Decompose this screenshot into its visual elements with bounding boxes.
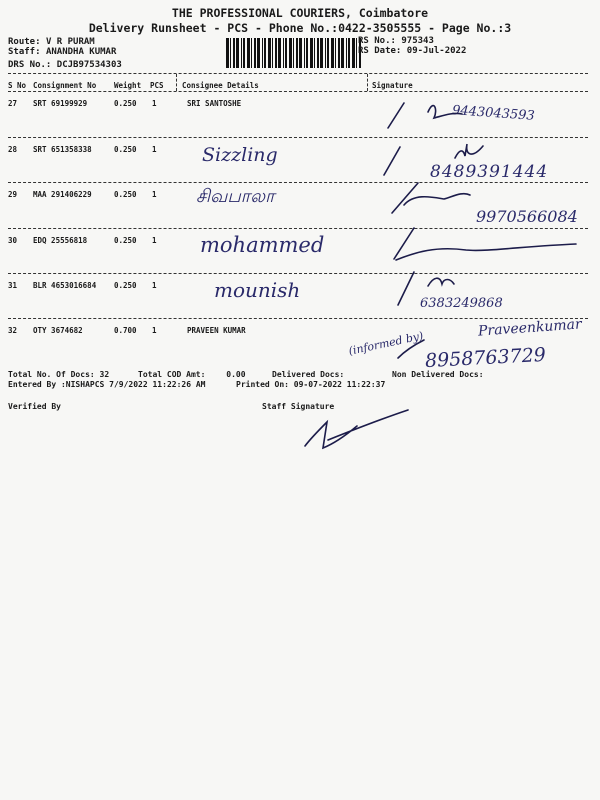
hand-phone-29: 9970566084 xyxy=(476,207,578,226)
row-32-pcs: 1 xyxy=(152,326,157,335)
col-consignee: Consignee Details xyxy=(182,81,259,90)
row-31-sno: 31 xyxy=(8,281,18,290)
route-value: V R PURAM xyxy=(45,37,95,47)
hand-consignee-30: mohammed xyxy=(200,233,325,257)
signature-stroke xyxy=(388,103,404,128)
rs-no-label: RS No.: xyxy=(358,36,396,46)
hand-phone-32: 8958763729 xyxy=(424,343,547,373)
signature-stroke xyxy=(384,147,400,175)
rs-no-value: 975343 xyxy=(401,36,434,46)
total-cod-value: 0.00 xyxy=(226,370,246,379)
drs-value: DCJB97534303 xyxy=(56,60,122,70)
col-signature: Signature xyxy=(372,81,413,90)
staff-signature-label: Staff Signature xyxy=(262,402,335,411)
total-docs-value: 32 xyxy=(99,370,110,379)
delivered-docs-label: Delivered Docs: xyxy=(272,370,345,379)
row-32-weight: 0.700 xyxy=(114,326,137,335)
total-cod xyxy=(138,370,246,379)
row-29-weight: 0.250 xyxy=(114,190,137,199)
col-sno: S No xyxy=(8,81,27,90)
row-28-sno: 28 xyxy=(8,145,18,154)
signature-stroke xyxy=(398,272,414,305)
row-28-pcs: 1 xyxy=(152,145,157,154)
row-27-consignee: SRI SANTOSHE xyxy=(187,99,242,108)
row-31-pcs: 1 xyxy=(152,281,157,290)
row-32-consignee: PRAVEEN KUMAR xyxy=(187,326,246,335)
staff-label: Staff: xyxy=(8,47,41,57)
row-30-pcs: 1 xyxy=(152,236,157,245)
verified-by: Verified By xyxy=(8,402,61,411)
hand-phone-27: 9443043593 xyxy=(451,103,536,124)
signature-stroke xyxy=(398,340,424,358)
row-27-sno: 27 xyxy=(8,99,18,108)
drs-label: DRS No.: xyxy=(8,60,52,70)
signature-stroke xyxy=(404,194,470,205)
hand-phone-31: 6383249868 xyxy=(420,296,503,311)
staff-value: ANANDHA KUMAR xyxy=(45,47,117,57)
signature-stroke xyxy=(396,244,576,260)
hand-consignee-29: சிவபாலா xyxy=(196,186,275,207)
total-docs xyxy=(8,370,109,379)
company-title: THE PROFESSIONAL COURIERS, Coimbatore xyxy=(171,6,429,20)
row-27-pcs: 1 xyxy=(152,99,157,108)
row-31-weight: 0.250 xyxy=(114,281,137,290)
signature-stroke xyxy=(428,106,462,118)
hand-note-informed: (informed by) xyxy=(347,329,425,358)
col-consignment: Consignment No xyxy=(33,81,97,90)
signature-stroke xyxy=(428,278,454,286)
row-32-consignment: OTY 3674682 xyxy=(33,326,83,335)
total-docs-label: Total No. Of Docs: xyxy=(8,370,95,379)
col-pcs: PCS xyxy=(150,81,164,90)
rs-date-value: 09-Jul-2022 xyxy=(406,46,467,56)
runsheet-subtitle: Delivery Runsheet - PCS - Phone No.:0422-3505555 - Page No.:3 xyxy=(88,21,512,35)
row-30-consignment: EDQ 25556818 xyxy=(33,236,88,245)
hand-consignee-28: Sizzling xyxy=(202,144,278,166)
row-30-weight: 0.250 xyxy=(114,236,137,245)
non-delivered-docs-label: Non Delivered Docs: xyxy=(392,370,484,379)
row-32-sno: 32 xyxy=(8,326,18,335)
printed-on: Printed On: 09-07-2022 11:22:37 xyxy=(236,380,386,389)
row-27-consignment: SRT 69199929 xyxy=(33,99,88,108)
signature-stroke xyxy=(455,144,483,158)
rs-date-label: RS Date: xyxy=(358,46,402,56)
col-weight: Weight xyxy=(114,81,142,90)
row-29-consignment: MAA 291406229 xyxy=(33,190,92,199)
hand-consignee-31: mounish xyxy=(214,278,301,302)
row-27-weight: 0.250 xyxy=(114,99,137,108)
hand-phone-28: 8489391444 xyxy=(430,162,549,182)
row-28-weight: 0.250 xyxy=(114,145,137,154)
signature-stroke xyxy=(305,410,408,448)
hand-note-praveen: Praveenkumar xyxy=(477,316,583,340)
row-31-consignment: BLR 4653016684 xyxy=(33,281,97,290)
row-29-sno: 29 xyxy=(8,190,18,199)
row-29-pcs: 1 xyxy=(152,190,157,199)
total-cod-label: Total COD Amt: xyxy=(138,370,206,379)
row-28-consignment: SRT 651358338 xyxy=(33,145,92,154)
route-label: Route: xyxy=(8,37,41,47)
entered-by: Entered By :NISHAPCS 7/9/2022 11:22:26 AM xyxy=(8,380,206,389)
row-30-sno: 30 xyxy=(8,236,18,245)
